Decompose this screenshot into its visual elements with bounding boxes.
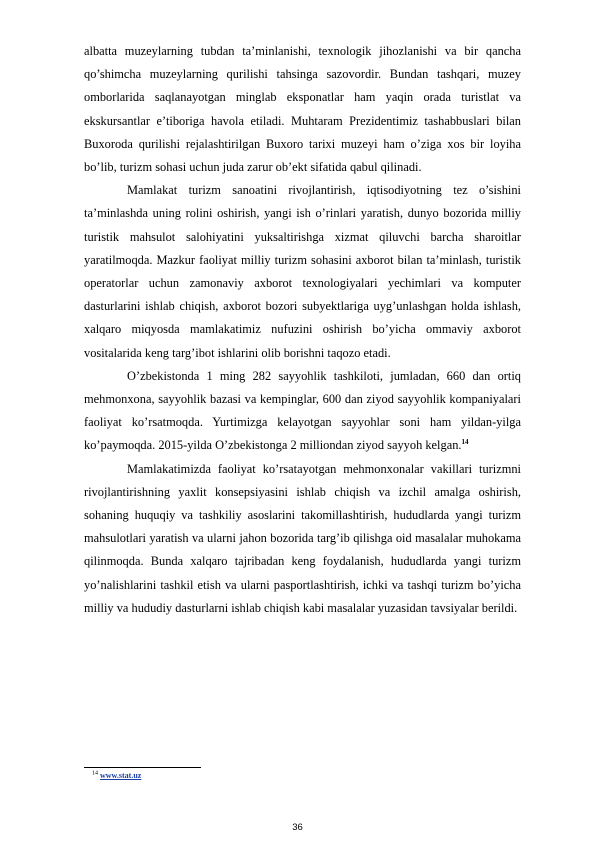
body-text <box>84 40 521 620</box>
footnote-reference[interactable]: 14 <box>461 438 469 447</box>
paragraph-text: Mamlakat turizm sanoatini rivojlantirish, iqtisodiyotning tez o’sishini ta’minlashda uning rolini oshirish, yangi ish o’rinlari yaratish, dunyo bozorida milliy turistik mahsulot salohiyatini yuksaltirishga xizmat qiluvchi barcha sharoitlar yaratilmoqda. Mazkur faoliyat milliy turizm sohasini axborot bilan ta’minlash, turistik operatorlar uchun zamonaviy axborot texnologiyalari yechimlari va komputer dasturlarini ishlab chiqish, axborot bozori subyektlariga uyg’unlashgan holda ishlash, xalqaro miqyosda mamlakatimiz nufuzini oshirish bo’yicha ommaviy axborot vositalarida keng targ’ibot ishlarini olib borishni taqozo etadi. <box>84 183 521 360</box>
footnote <box>92 771 141 781</box>
paragraph-text: O’zbekistonda 1 ming 282 sayyohlik tashkiloti, jumladan, 660 dan ortiq mehmonxona, sayyohlik bazasi va kempinglar, 600 dan ziyod sayyohlik kompaniyalari faoliyat ko’rsatmoqda. Yurtimizga kelayotgan sayyohlar soni ham yildan-yilga ko’paymoqda. 2015-yilda O’zbekistonga 2 milliondan ziyod sayyoh kelgan. <box>84 368 521 453</box>
paragraph-1 <box>84 40 521 179</box>
paragraph-2 <box>84 179 521 365</box>
paragraph-3 <box>84 365 521 458</box>
footnote-number: 14 <box>92 770 98 777</box>
page-number: 36 <box>292 822 303 833</box>
footnote-divider <box>84 767 201 768</box>
paragraph-4 <box>84 458 521 620</box>
paragraph-text: Mamlakatimizda faoliyat ko’rsatayotgan mehmonxonalar vakillari turizmni rivojlantirishning yaxlit konsepsiyasini ishlab chiqish va izchil amalga oshirish, sohaning huquqiy va tashkiliy asoslarini takomillashtirish, hududlarda yangi turizm mahsulotlari yaratish va ularni jahon bozorida targ’ib qilishga oid masalalar muhokama qilinmoqda. Bunda xalqaro tajribadan keng foydalanish, hududlarda yangi turizm yo’nalishlarini tashkil etish va ularni pasportlashtirish, ichki va tashqi turizm bo’yicha milliy va hududiy dasturlarni ishlab chiqish kabi masalalar yuzasidan tavsiyalar berildi. <box>84 461 521 615</box>
footnote-link[interactable]: www.stat.uz <box>100 771 142 780</box>
paragraph-text: albatta muzeylarning tubdan ta’minlanishi, texnologik jihozlanishi va bir qancha qo’shimcha muzeylarning qurilishi tahsinga sazovordir. Bundan tashqari, muzey omborlarida saqlanayotgan minglab eksponatlar ham yaqin orada turistlat va ekskursantlar e’tiboriga havola etiladi. Muhtaram Prezidentimiz tashabbuslari bilan Buxoroda qurilishi rejalashtirilgan Buxoro tarixi muzeyi ham o’ziga xos bir loyiha bo’lib, turizm sohasi uchun juda zarur ob’ekt sifatida qabul qilinadi. <box>84 44 521 175</box>
